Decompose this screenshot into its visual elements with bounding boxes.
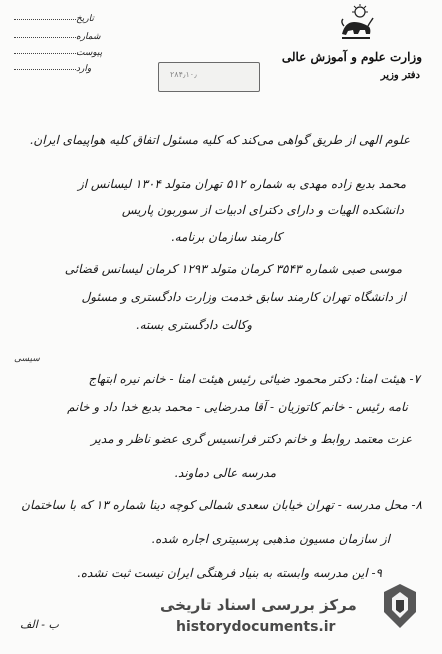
footer-code: ب - الف [20,618,59,631]
body-line: عزت معتمد روابط و خانم دکتر فرانسیس گری عضو ناظر و مدیر [90,432,412,446]
body-line: از سازمان مسیون مذهبی پرسبیتری اجاره شده. [151,532,390,546]
date-field [12,14,94,24]
body-line: از دانشگاه تهران کارمند سابق خدمت وزارت دادگستری و مسئول [81,290,406,304]
attachment-field [12,48,102,58]
number-field [12,32,101,42]
number-label: شماره [76,32,101,42]
lion-and-sun-emblem-icon [338,4,374,42]
margin-note: سیسی [14,354,40,364]
body-line: مدرسه عالی دماوند. [174,466,276,480]
body-line: ۷- هیئت امنا: دکتر محمود ضیائی رئیس هیئت امنا - خانم نیره ابتهاج [88,372,420,386]
arrival-label: وارد [76,64,92,74]
stamp-text: ۲۸۴٫۱۰٫ [170,70,197,79]
office-name: دفتر وزیر [380,70,420,81]
body-line: ۸- محل مدرسه - تهران خیابان سعدی شمالی کوچه دینا شماره ۱۳ که با ساختمان [21,498,422,512]
watermark-title: مرکز بررسی اسناد تاریخی [160,596,357,614]
body-line: موسی صبی شماره ۳۵۴۳ کرمان متولد ۱۲۹۳ کرمان لیسانس قضائی [64,262,402,276]
body-line: ۹- این مدرسه وابسته به بنیاد فرهنگی ایران نیست ثبت نشده. [76,566,382,580]
watermark-url: historydocuments.ir [176,619,336,635]
body-line: محمد بدیع زاده مهدی به شماره ۵۱۲ تهران متولد ۱۳۰۴ لیسانس از [77,177,406,191]
arrival-field [12,64,91,74]
body-line: علوم الهی از طریق گواهی می‌کند که کلیه مسئول اتفاق کلیه هواپیمای ایران. [29,133,410,147]
date-label: تاریخ [76,14,94,24]
attachment-label: پیوست [76,48,103,58]
history-documents-logo-icon [380,582,420,630]
body-line: دانشکده الهیات و دارای دکترای ادبیات از سوربون پاریس [121,203,404,217]
ministry-name: وزارت علوم و آموزش عالی [281,50,422,64]
body-line: کارمند سازمان برنامه. [170,230,282,244]
body-line: نامه رئیس - خانم کاتوزیان - آقا مدرضایی - محمد بدیع خدا داد و خانم [67,400,408,414]
body-line: وکالت دادگستری بسته. [135,318,252,332]
